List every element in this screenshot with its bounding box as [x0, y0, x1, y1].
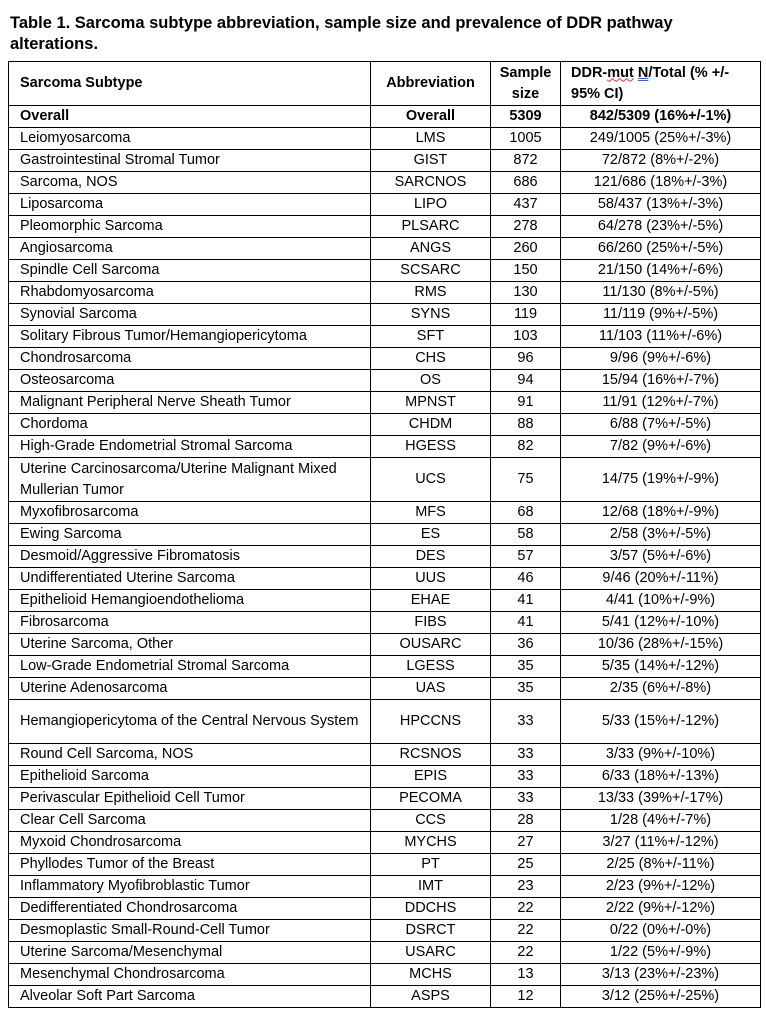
cell-ddr: 5/33 (15%+/-12%): [561, 700, 761, 744]
cell-subtype: Ewing Sarcoma: [9, 524, 371, 546]
table-row: [9, 590, 761, 612]
cell-ddr: 0/22 (0%+/-0%): [561, 920, 761, 942]
table-row: [9, 876, 761, 898]
cell-sample-size: 33: [491, 766, 561, 788]
cell-sample-size: 260: [491, 238, 561, 260]
cell-ddr: 842/5309 (16%+/-1%): [561, 106, 761, 128]
cell-ddr: 58/437 (13%+/-3%): [561, 194, 761, 216]
cell-abbreviation: DDCHS: [371, 898, 491, 920]
cell-sample-size: 25: [491, 854, 561, 876]
cell-sample-size: 130: [491, 282, 561, 304]
cell-ddr: 121/686 (18%+/-3%): [561, 172, 761, 194]
cell-ddr: 15/94 (16%+/-7%): [561, 370, 761, 392]
cell-sample-size: 58: [491, 524, 561, 546]
cell-sample-size: 119: [491, 304, 561, 326]
cell-sample-size: 33: [491, 788, 561, 810]
cell-subtype: Uterine Carcinosarcoma/Uterine Malignant Mixed Mullerian Tumor: [9, 458, 371, 502]
cell-abbreviation: EHAE: [371, 590, 491, 612]
cell-subtype: Leiomyosarcoma: [9, 128, 371, 150]
cell-abbreviation: CHS: [371, 348, 491, 370]
cell-sample-size: 872: [491, 150, 561, 172]
cell-subtype: Chondrosarcoma: [9, 348, 371, 370]
table-header: [9, 62, 761, 106]
cell-subtype: Epithelioid Hemangioendothelioma: [9, 590, 371, 612]
cell-abbreviation: HGESS: [371, 436, 491, 458]
cell-sample-size: 23: [491, 876, 561, 898]
cell-sample-size: 88: [491, 414, 561, 436]
cell-sample-size: 103: [491, 326, 561, 348]
cell-sample-size: 35: [491, 678, 561, 700]
table-row: [9, 546, 761, 568]
cell-sample-size: 46: [491, 568, 561, 590]
table-caption: Table 1. Sarcoma subtype abbreviation, sample size and prevalence of DDR pathway alterations.: [10, 14, 673, 53]
cell-abbreviation: GIST: [371, 150, 491, 172]
table-row: [9, 942, 761, 964]
cell-abbreviation: ASPS: [371, 986, 491, 1008]
table-row: [9, 524, 761, 546]
table-row: [9, 216, 761, 238]
cell-abbreviation: MCHS: [371, 964, 491, 986]
cell-abbreviation: LIPO: [371, 194, 491, 216]
cell-sample-size: 28: [491, 810, 561, 832]
cell-subtype: Myxoid Chondrosarcoma: [9, 832, 371, 854]
cell-ddr: 2/35 (6%+/-8%): [561, 678, 761, 700]
table-row: [9, 766, 761, 788]
cell-subtype: Angiosarcoma: [9, 238, 371, 260]
table-row: [9, 788, 761, 810]
cell-sample-size: 12: [491, 986, 561, 1008]
cell-ddr: 2/58 (3%+/-5%): [561, 524, 761, 546]
cell-ddr: 11/91 (12%+/-7%): [561, 392, 761, 414]
cell-abbreviation: DSRCT: [371, 920, 491, 942]
cell-abbreviation: MPNST: [371, 392, 491, 414]
cell-subtype: Myxofibrosarcoma: [9, 502, 371, 524]
table-row: [9, 370, 761, 392]
cell-subtype: Dedifferentiated Chondrosarcoma: [9, 898, 371, 920]
cell-subtype: Desmoid/Aggressive Fibromatosis: [9, 546, 371, 568]
cell-sample-size: 686: [491, 172, 561, 194]
cell-subtype: Low-Grade Endometrial Stromal Sarcoma: [9, 656, 371, 678]
cell-subtype: Chordoma: [9, 414, 371, 436]
table-row: [9, 348, 761, 370]
table-row: [9, 128, 761, 150]
cell-abbreviation: FIBS: [371, 612, 491, 634]
cell-ddr: 11/103 (11%+/-6%): [561, 326, 761, 348]
cell-subtype: Desmoplastic Small-Round-Cell Tumor: [9, 920, 371, 942]
cell-abbreviation: CHDM: [371, 414, 491, 436]
cell-subtype: Sarcoma, NOS: [9, 172, 371, 194]
table-row: [9, 678, 761, 700]
cell-abbreviation: CCS: [371, 810, 491, 832]
cell-abbreviation: PLSARC: [371, 216, 491, 238]
table-row: [9, 150, 761, 172]
cell-ddr: 3/27 (11%+/-12%): [561, 832, 761, 854]
cell-ddr: 12/68 (18%+/-9%): [561, 502, 761, 524]
header-subtype: Sarcoma Subtype: [9, 62, 371, 106]
cell-sample-size: 13: [491, 964, 561, 986]
cell-sample-size: 33: [491, 744, 561, 766]
cell-ddr: 5/35 (14%+/-12%): [561, 656, 761, 678]
cell-ddr: 11/130 (8%+/-5%): [561, 282, 761, 304]
cell-ddr: 6/88 (7%+/-5%): [561, 414, 761, 436]
cell-abbreviation: ANGS: [371, 238, 491, 260]
cell-ddr: 9/46 (20%+/-11%): [561, 568, 761, 590]
cell-abbreviation: IMT: [371, 876, 491, 898]
table-row-overall: [9, 106, 761, 128]
cell-ddr: 3/33 (9%+/-10%): [561, 744, 761, 766]
cell-sample-size: 41: [491, 590, 561, 612]
cell-ddr: 14/75 (19%+/-9%): [561, 458, 761, 502]
cell-subtype: Mesenchymal Chondrosarcoma: [9, 964, 371, 986]
cell-sample-size: 5309: [491, 106, 561, 128]
cell-abbreviation: SFT: [371, 326, 491, 348]
cell-subtype: Liposarcoma: [9, 194, 371, 216]
cell-sample-size: 91: [491, 392, 561, 414]
cell-subtype: Spindle Cell Sarcoma: [9, 260, 371, 282]
table-body: [9, 106, 761, 1008]
cell-sample-size: 75: [491, 458, 561, 502]
table-row: [9, 282, 761, 304]
cell-abbreviation: MFS: [371, 502, 491, 524]
cell-ddr: 6/33 (18%+/-13%): [561, 766, 761, 788]
cell-subtype: Synovial Sarcoma: [9, 304, 371, 326]
table-row: [9, 304, 761, 326]
cell-ddr: 3/57 (5%+/-6%): [561, 546, 761, 568]
table-row: [9, 744, 761, 766]
cell-subtype: Alveolar Soft Part Sarcoma: [9, 986, 371, 1008]
cell-subtype: Clear Cell Sarcoma: [9, 810, 371, 832]
cell-ddr: 3/12 (25%+/-25%): [561, 986, 761, 1008]
cell-subtype: Uterine Sarcoma, Other: [9, 634, 371, 656]
table-row: [9, 436, 761, 458]
cell-subtype: Gastrointestinal Stromal Tumor: [9, 150, 371, 172]
cell-ddr: 2/22 (9%+/-12%): [561, 898, 761, 920]
cell-ddr: 5/41 (12%+/-10%): [561, 612, 761, 634]
cell-subtype: Overall: [9, 106, 371, 128]
cell-abbreviation: UCS: [371, 458, 491, 502]
table-row: [9, 634, 761, 656]
cell-subtype: Fibrosarcoma: [9, 612, 371, 634]
header-ddr-prefix: DDR-: [571, 64, 608, 81]
cell-sample-size: 22: [491, 920, 561, 942]
header-ddr-mut: mut: [607, 64, 634, 81]
table-row: [9, 810, 761, 832]
table-row: [9, 172, 761, 194]
header-ddr-n: N: [637, 64, 649, 81]
cell-ddr: 64/278 (23%+/-5%): [561, 216, 761, 238]
sarcoma-table: [8, 61, 761, 1008]
cell-abbreviation: DES: [371, 546, 491, 568]
cell-sample-size: 437: [491, 194, 561, 216]
cell-abbreviation: USARC: [371, 942, 491, 964]
cell-abbreviation: LMS: [371, 128, 491, 150]
cell-sample-size: 35: [491, 656, 561, 678]
cell-subtype: Round Cell Sarcoma, NOS: [9, 744, 371, 766]
table-row: [9, 898, 761, 920]
cell-abbreviation: UAS: [371, 678, 491, 700]
cell-subtype: Perivascular Epithelioid Cell Tumor: [9, 788, 371, 810]
cell-sample-size: 150: [491, 260, 561, 282]
cell-sample-size: 96: [491, 348, 561, 370]
cell-ddr: 4/41 (10%+/-9%): [561, 590, 761, 612]
cell-abbreviation: OS: [371, 370, 491, 392]
table-row: [9, 656, 761, 678]
header-ddr-suffix: /Total (% +/- 95% CI): [571, 64, 730, 102]
cell-abbreviation: HPCCNS: [371, 700, 491, 744]
table-row: [9, 326, 761, 348]
cell-subtype: Uterine Adenosarcoma: [9, 678, 371, 700]
cell-abbreviation: SARCNOS: [371, 172, 491, 194]
table-row: [9, 612, 761, 634]
cell-ddr: 2/23 (9%+/-12%): [561, 876, 761, 898]
table-row: [9, 854, 761, 876]
table-row: [9, 568, 761, 590]
cell-abbreviation: PECOMA: [371, 788, 491, 810]
cell-subtype: Phyllodes Tumor of the Breast: [9, 854, 371, 876]
cell-ddr: 9/96 (9%+/-6%): [561, 348, 761, 370]
cell-subtype: Inflammatory Myofibroblastic Tumor: [9, 876, 371, 898]
table-row: [9, 238, 761, 260]
table-row: [9, 920, 761, 942]
cell-ddr: 66/260 (25%+/-5%): [561, 238, 761, 260]
cell-sample-size: 36: [491, 634, 561, 656]
cell-ddr: 21/150 (14%+/-6%): [561, 260, 761, 282]
cell-subtype: Malignant Peripheral Nerve Sheath Tumor: [9, 392, 371, 414]
table-row: [9, 832, 761, 854]
header-sample-size: Sample size: [491, 62, 561, 106]
cell-sample-size: 82: [491, 436, 561, 458]
cell-subtype: High-Grade Endometrial Stromal Sarcoma: [9, 436, 371, 458]
cell-sample-size: 278: [491, 216, 561, 238]
cell-ddr: 10/36 (28%+/-15%): [561, 634, 761, 656]
cell-subtype: Hemangiopericytoma of the Central Nervous System: [9, 700, 371, 744]
cell-abbreviation: OUSARC: [371, 634, 491, 656]
cell-sample-size: 94: [491, 370, 561, 392]
cell-abbreviation: Overall: [371, 106, 491, 128]
cell-subtype: Osteosarcoma: [9, 370, 371, 392]
table-row: [9, 964, 761, 986]
header-abbreviation: Abbreviation: [371, 62, 491, 106]
cell-subtype: Pleomorphic Sarcoma: [9, 216, 371, 238]
cell-ddr: 2/25 (8%+/-11%): [561, 854, 761, 876]
cell-sample-size: 41: [491, 612, 561, 634]
cell-sample-size: 22: [491, 898, 561, 920]
cell-subtype: Undifferentiated Uterine Sarcoma: [9, 568, 371, 590]
cell-sample-size: 68: [491, 502, 561, 524]
cell-sample-size: 57: [491, 546, 561, 568]
cell-sample-size: 33: [491, 700, 561, 744]
table-row: [9, 986, 761, 1008]
cell-ddr: 1/22 (5%+/-9%): [561, 942, 761, 964]
cell-ddr: 13/33 (39%+/-17%): [561, 788, 761, 810]
cell-subtype: Uterine Sarcoma/Mesenchymal: [9, 942, 371, 964]
table-row: [9, 260, 761, 282]
cell-ddr: 249/1005 (25%+/-3%): [561, 128, 761, 150]
cell-ddr: 72/872 (8%+/-2%): [561, 150, 761, 172]
cell-ddr: 3/13 (23%+/-23%): [561, 964, 761, 986]
table-row: [9, 502, 761, 524]
cell-abbreviation: SCSARC: [371, 260, 491, 282]
table-row: [9, 458, 761, 502]
table-row: [9, 194, 761, 216]
cell-abbreviation: ES: [371, 524, 491, 546]
cell-sample-size: 1005: [491, 128, 561, 150]
header-ddr: [561, 62, 761, 106]
cell-abbreviation: UUS: [371, 568, 491, 590]
table-row: [9, 392, 761, 414]
cell-abbreviation: MYCHS: [371, 832, 491, 854]
cell-abbreviation: RMS: [371, 282, 491, 304]
table-row: [9, 700, 761, 744]
cell-ddr: 7/82 (9%+/-6%): [561, 436, 761, 458]
cell-abbreviation: EPIS: [371, 766, 491, 788]
table-row: [9, 414, 761, 436]
cell-abbreviation: LGESS: [371, 656, 491, 678]
cell-abbreviation: PT: [371, 854, 491, 876]
cell-sample-size: 27: [491, 832, 561, 854]
cell-subtype: Epithelioid Sarcoma: [9, 766, 371, 788]
cell-subtype: Rhabdomyosarcoma: [9, 282, 371, 304]
cell-sample-size: 22: [491, 942, 561, 964]
cell-subtype: Solitary Fibrous Tumor/Hemangiopericytoma: [9, 326, 371, 348]
cell-ddr: 1/28 (4%+/-7%): [561, 810, 761, 832]
cell-abbreviation: RCSNOS: [371, 744, 491, 766]
cell-ddr: 11/119 (9%+/-5%): [561, 304, 761, 326]
cell-abbreviation: SYNS: [371, 304, 491, 326]
